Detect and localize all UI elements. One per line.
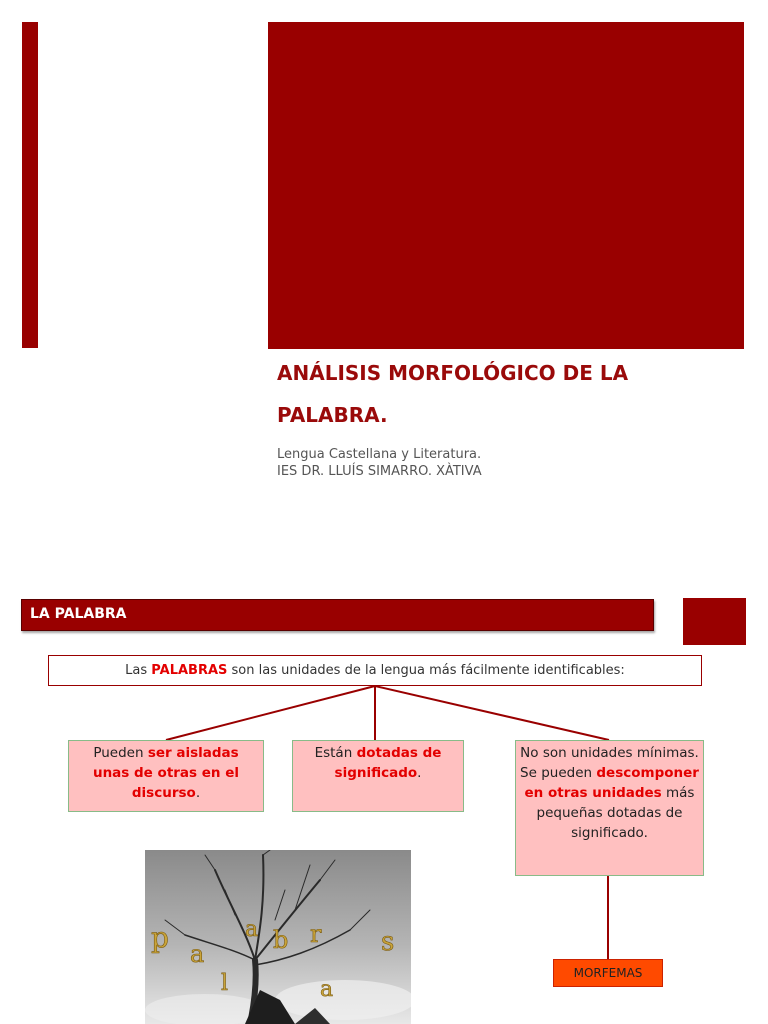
box2-before: Están xyxy=(314,745,357,761)
connector-to-box-1 xyxy=(166,686,375,740)
intro-highlight: PALABRAS xyxy=(151,663,228,678)
section-header-title: LA PALABRA xyxy=(30,606,127,622)
box3-before: No son unidades mínimas. Se pueden xyxy=(520,745,704,781)
subtitle-school: IES DR. LLUÍS SIMARRO. XÀTIVA xyxy=(277,464,482,479)
corner-accent-block xyxy=(683,598,746,645)
photo-letter-a3: a xyxy=(320,977,334,1002)
box3-highlight: descomponer en otras unidades xyxy=(524,765,699,801)
morfemas-box: MORFEMAS xyxy=(553,959,663,987)
photo-letter-a1: a xyxy=(190,940,205,968)
feature-box-isolated xyxy=(68,740,264,812)
photo-letter-b: b xyxy=(273,926,289,954)
box1-highlight: ser aisladas unas de otras en el discurso xyxy=(92,745,240,801)
photo-letter-s: s xyxy=(381,927,395,957)
left-accent-bar xyxy=(22,22,38,348)
photo-letter-a2: a xyxy=(245,917,259,942)
box2-after: . xyxy=(417,765,422,781)
title-line-2: PALABRA. xyxy=(277,403,388,427)
photo-letter-r: r xyxy=(310,920,322,948)
box1-before: Pueden xyxy=(93,745,148,761)
feature-box-decomposable xyxy=(515,740,704,876)
feature-box-meaning xyxy=(292,740,464,812)
box3-after: más pequeñas dotadas de significado. xyxy=(536,785,699,841)
tree-photo-art xyxy=(145,850,411,1024)
subtitle xyxy=(277,446,747,480)
tree-letters-photo xyxy=(145,850,411,1024)
page-title xyxy=(277,352,747,436)
intro-before: Las xyxy=(125,663,152,678)
box2-highlight: dotadas de significado xyxy=(334,745,442,781)
photo-letter-l: l xyxy=(221,971,229,996)
subtitle-course: Lengua Castellana y Literatura. xyxy=(277,447,482,462)
title-line-1: ANÁLISIS MORFOLÓGICO DE LA xyxy=(277,361,629,385)
intro-statement-box xyxy=(48,655,702,686)
title-hero-block xyxy=(268,22,744,349)
intro-after: son las unidades de la lengua más fácilmente identificables: xyxy=(227,663,625,678)
connector-to-box-3 xyxy=(375,686,609,740)
box1-after: . xyxy=(195,785,201,801)
photo-letter-p: p xyxy=(151,921,169,954)
